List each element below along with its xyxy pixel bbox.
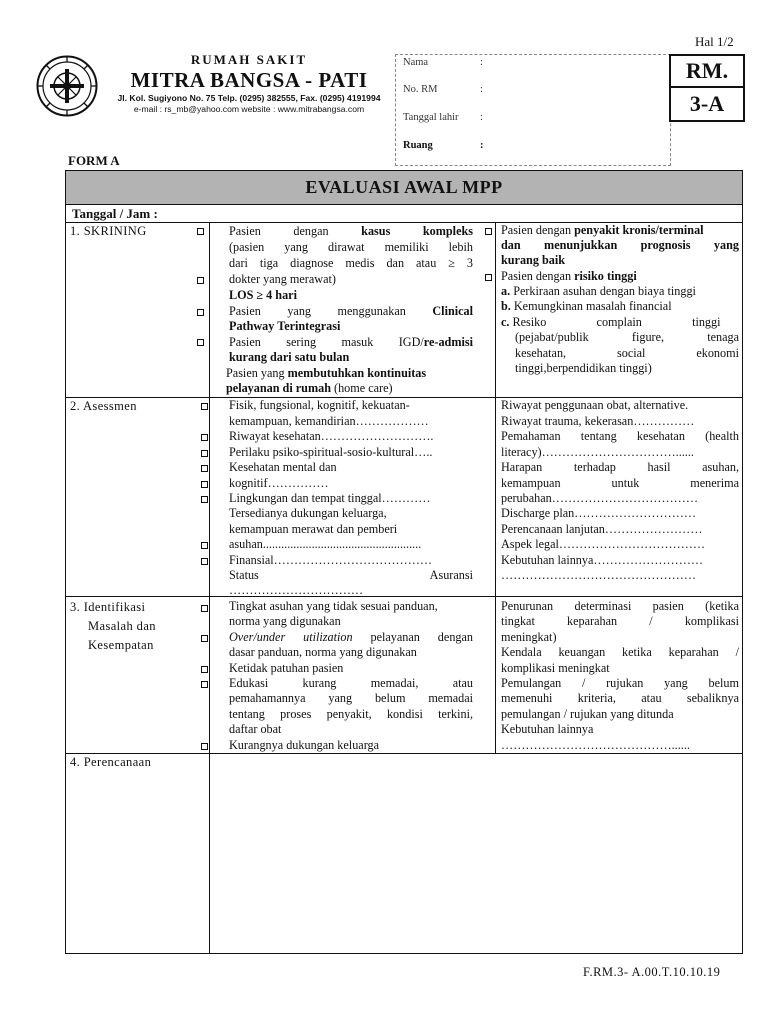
section-perencanaan-label: 4. Perencanaan: [70, 755, 152, 769]
skrining-item-igd: Pasien sering masuk IGD/re-admisi: [229, 335, 473, 349]
text-line: …………………………………………: [501, 568, 696, 582]
field-label: Nama: [403, 57, 429, 68]
asesmen-item-lingkungan: Lingkungan dan tempat tinggal…………: [229, 491, 431, 505]
text-line: tinggi,berpendidikan tinggi): [515, 361, 652, 375]
rm-code-bottom: 3-A: [689, 91, 725, 116]
checkbox[interactable]: [197, 339, 204, 346]
text-line: tingkat keparahan / komplikasi: [501, 614, 739, 628]
checkbox[interactable]: [201, 681, 208, 688]
text-line: kurang baik: [501, 253, 566, 267]
field-label: No. RM: [403, 84, 438, 95]
text-line: kesehatan, social ekonomi: [515, 346, 739, 360]
hospital-type: RUMAH SAKIT: [190, 52, 308, 67]
hospital-address: Jl. Kol. Sugiyono No. 75 Telp. (0295) 382555, Fax. (0295) 4191994: [117, 93, 381, 103]
text-line: perubahan………………………………: [501, 491, 699, 505]
field-colon: :: [480, 84, 483, 95]
asesmen-item-fisik: Fisik, fungsional, kognitif, kekuatan-: [229, 398, 410, 412]
section-identifikasi-label: Kesempatan: [88, 638, 154, 652]
field-label: Tanggal lahir: [403, 112, 459, 123]
checkbox[interactable]: [201, 635, 208, 642]
checkbox[interactable]: [201, 558, 208, 565]
text-line: (pasien yang dirawat memiliki lebih: [229, 240, 473, 254]
skrining-item-complex: Pasien dengan kasus kompleks: [229, 224, 473, 238]
skrining-item-chronic: Pasien dengan penyakit kronis/terminal: [501, 223, 704, 237]
text-line: kemampuan untuk menerima: [501, 476, 739, 490]
checkbox[interactable]: [201, 465, 208, 472]
rm-code-box: [669, 54, 745, 122]
hospital-header: [104, 52, 394, 114]
skrining-item-clinical-pathway: Pasien yang menggunakan Clinical: [229, 304, 474, 318]
checkbox[interactable]: [197, 277, 204, 284]
asesmen-item-mental: Kesehatan mental dan: [229, 460, 337, 474]
risk-item-a: a. Perkiraan asuhan dengan biaya tinggi: [501, 284, 696, 298]
text-line: memenuhi kriteria, atau sebaliknya: [501, 691, 739, 705]
risk-item-b: b. Kemungkinan masalah financial: [501, 299, 672, 313]
text-line: kemampuan merawat dan pemberi: [229, 522, 398, 536]
hospital-contact: e-mail : rs_mb@yahoo.com website : www.mitrabangsa.com: [133, 104, 365, 114]
asesmen-item-aspek-legal: Aspek legal………………………………: [501, 537, 706, 551]
checkbox[interactable]: [485, 228, 492, 235]
column-divider: [209, 222, 210, 953]
text-line: kognitif……………: [229, 476, 329, 490]
asesmen-item-dukungan: Tersedianya dukungan keluarga,: [229, 506, 387, 520]
checkbox[interactable]: [201, 666, 208, 673]
asesmen-item-psiko: Perilaku psiko-spiritual-sosio-kultural…..: [229, 445, 433, 459]
text-line: tentang proses penyakit, kondisi terkini,: [229, 707, 473, 721]
checkbox[interactable]: [201, 605, 208, 612]
column-divider: [495, 222, 496, 753]
checkbox[interactable]: [197, 228, 204, 235]
text-line: dasar panduan, norma yang digunakan: [229, 645, 417, 659]
checkbox[interactable]: [201, 496, 208, 503]
text-line: Pathway Terintegrasi: [229, 319, 341, 333]
identifikasi-item-ketidakpatuhan: Ketidak patuhan pasien: [229, 661, 344, 675]
asesmen-item-riwayat-kesehatan: Riwayat kesehatan……………………….: [229, 429, 434, 443]
text-line: dari tiga diagnose medis dan atau ≥ 3: [229, 256, 473, 270]
date-time-field[interactable]: Tanggal / Jam :: [72, 206, 158, 221]
risk-item-c: c. Resiko complain tinggi: [501, 315, 721, 329]
checkbox[interactable]: [201, 403, 208, 410]
hospital-name: MITRA BANGSA - PATI: [130, 68, 368, 92]
text-line: dan menunjukkan prognosis yang: [501, 238, 739, 252]
field-colon: :: [480, 57, 483, 68]
identifikasi-item-tingkat-asuhan: Tingkat asuhan yang tidak sesuai panduan,: [229, 599, 438, 613]
hospital-logo-icon: [36, 55, 98, 117]
patient-birthdate-field[interactable]: [403, 112, 483, 123]
text-line: asuhan....................................................: [229, 537, 422, 551]
form-title: EVALUASI AWAL MPP: [66, 171, 742, 205]
asesmen-item-asuransi: Status Asuransi: [229, 568, 473, 582]
skrining-item-high-risk: Pasien dengan risiko tinggi: [501, 269, 637, 283]
identifikasi-item-determinasi: Penurunan determinasi pasien (ketika: [501, 599, 739, 613]
checkbox[interactable]: [485, 274, 492, 281]
text-line: kurang dari satu bulan: [229, 350, 350, 364]
asesmen-item-obat: Riwayat penggunaan obat, alternative.: [501, 398, 689, 412]
form-label: FORM A: [68, 153, 120, 168]
identifikasi-item-edukasi: Edukasi kurang memadai, atau: [229, 676, 473, 690]
checkbox[interactable]: [201, 542, 208, 549]
checkbox[interactable]: [201, 434, 208, 441]
checkbox[interactable]: [197, 309, 204, 316]
identifikasi-item-dukungan-keluarga: Kurangnya dukungan keluarga: [229, 738, 380, 752]
perencanaan-input-area[interactable]: [212, 757, 736, 949]
checkbox[interactable]: [201, 450, 208, 457]
rm-code-top: RM.: [671, 56, 743, 88]
text-line: kemampuan, kemandirian………………: [229, 414, 429, 428]
asesmen-item-finansial: Finansial…………………………………: [229, 553, 433, 567]
field-colon: :: [480, 140, 484, 151]
page-number: Hal 1/2: [695, 34, 734, 49]
text-line: ……………………………: [229, 583, 364, 597]
patient-rm-field[interactable]: [403, 84, 483, 95]
text-line: pelayanan di rumah (home care): [226, 381, 393, 395]
section-skrining-label: 1. SKRINING: [70, 224, 147, 238]
text-line: literacy)……………………………......: [501, 445, 694, 459]
text-line: norma yang digunakan: [229, 614, 341, 628]
asesmen-item-kebutuhan: Kebutuhan lainnya………………………: [501, 553, 704, 567]
text-line: (pejabat/publik figure, tenaga: [515, 330, 739, 344]
skrining-item-home-care: Pasien yang membutuhkan kontinuitas: [226, 366, 427, 380]
field-label: Ruang: [403, 140, 433, 151]
skrining-item-los: LOS ≥ 4 hari: [229, 288, 297, 302]
text-line: dokter yang merawat): [229, 272, 336, 286]
identifikasi-item-kendala-keuangan: Kendala keuangan ketika keparahan /: [501, 645, 739, 659]
text-line: pemahamannya yang belum memadai: [229, 691, 473, 705]
patient-identity-box: [395, 54, 671, 166]
asesmen-item-discharge: Discharge plan…………………………: [501, 506, 697, 520]
asesmen-item-trauma: Riwayat trauma, kekerasan……………: [501, 414, 695, 428]
form-code: F.RM.3- A.00.T.10.10.19: [583, 965, 721, 979]
text-line: daftar obat: [229, 722, 282, 736]
text-line: ……………………………………......: [501, 738, 690, 752]
row-divider: [66, 753, 742, 754]
text-line: meningkat): [501, 630, 557, 644]
text-line: komplikasi meningkat: [501, 661, 610, 675]
identifikasi-item-pemulangan: Pemulangan / rujukan yang belum: [501, 676, 739, 690]
asesmen-item-harapan: Harapan terhadap hasil asuhan,: [501, 460, 739, 474]
patient-name-field[interactable]: [403, 57, 483, 68]
asesmen-item-health-literacy: Pemahaman tentang kesehatan (health: [501, 429, 739, 443]
asesmen-item-perencanaan-lanjutan: Perencanaan lanjutan……………………: [501, 522, 703, 536]
patient-room-field[interactable]: [403, 140, 484, 151]
row-divider: [66, 596, 742, 597]
checkbox[interactable]: [201, 743, 208, 750]
identifikasi-item-kebutuhan: Kebutuhan lainnya: [501, 722, 594, 736]
evaluation-table: [65, 170, 743, 954]
field-colon: :: [480, 112, 483, 123]
section-identifikasi-label: Masalah dan: [88, 619, 156, 633]
section-asesmen-label: 2. Asessmen: [70, 399, 137, 413]
checkbox[interactable]: [201, 481, 208, 488]
text-line: pemulangan / rujukan yang ditunda: [501, 707, 674, 721]
identifikasi-item-utilization: Over/under utilization pelayanan dengan: [229, 630, 474, 644]
section-identifikasi-label: 3. Identifikasi: [70, 600, 146, 614]
